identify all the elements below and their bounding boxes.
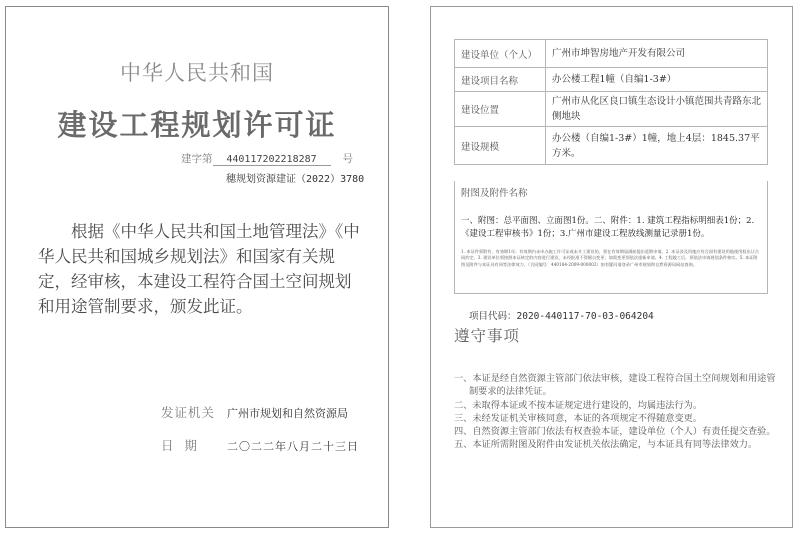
row-value: 广州市从化区良口镇生态设计小镇范围共青路东北侧地块 — [546, 92, 768, 127]
list-item: 五、本证所需附图及附件由发证机关依法确定，与本证具有同等法律效力。 — [454, 439, 758, 451]
fine-print: 1. 本证件须附有、有效期1年；有效期内未申办施工许可证或未开工建设的，须在有效期届满前提出延期申请。2. 本证涉及用地应符合国有建设用地使用权出让合同约定。3. 建设单位须按照本证核定的内容进行建设，未经批准不得擅自变更；如需变更须依法重新申请。4. 工程竣工后，须依法申请规划条件核实。5. 本证附图及附件与本证具有同等法律效力。（合同编号：440184-2009-000002）如有疑问请登录广州市规划和自然资源局网站查询。 — [461, 249, 760, 267]
row-label: 建设项目名称 — [455, 68, 546, 92]
project-info-table — [454, 39, 768, 165]
license-front-page — [5, 6, 389, 528]
certificate-number-row — [181, 151, 361, 166]
row-value: 办公楼（自编1-3#）1幢，地上4层：1845.37平方米。 — [546, 127, 768, 165]
notice-list — [454, 372, 776, 452]
row-value: 广州市坤智房地产开发有限公司 — [546, 40, 768, 68]
table-row — [455, 127, 768, 165]
row-label: 建设单位（个人） — [455, 40, 546, 68]
table-row — [455, 40, 768, 68]
attachments-label: 附图及附件名称 — [461, 188, 528, 199]
notice-title: 遵守事项 — [454, 327, 521, 345]
list-item: 三、未经发证机关审核同意，本证的各项规定不得随意变更。 — [454, 412, 703, 424]
project-code: 项目代码：2020-440117-70-03-064204 — [469, 311, 654, 322]
row-label: 建设位置 — [455, 92, 546, 127]
attachments-text: 一、附图：总平面图、立面图1份。二、附件：1. 建筑工程指标明细表1份；2.《建设工程审核书》1份；3.广州市建设工程放线测量记录册1份。 — [461, 216, 755, 239]
license-statement: 根据《中华人民共和国土地管理法》《中华人民共和国城乡规划法》和国家有关规定，经审核，本建设工程符合国土空间规划和用途管制要求，颁发此证。 — [38, 222, 360, 316]
certificate-number: 440117202218287 — [213, 154, 331, 166]
issue-date: 二〇二二年八月二十三日 — [227, 440, 359, 453]
attachments-section — [454, 181, 768, 294]
issuer-label: 发证机关 — [161, 405, 216, 420]
row-value: 办公楼工程1幢（自编1-3#） — [546, 68, 768, 92]
row-label: 建设规模 — [455, 127, 546, 165]
certificate-suffix: 号 — [342, 153, 353, 165]
certificate-prefix: 建字第 — [181, 153, 213, 165]
date-label: 日期 — [161, 438, 209, 453]
list-item: 一、本证是经自然资源主管部门依法审核，建设工程符合国土空间规划和用途管制要求的法律凭证。 — [454, 373, 776, 398]
issuer-value: 广州市规划和自然资源局 — [227, 407, 348, 420]
list-item: 四、自然资源主管部门依法有权查验本证，建设单位（个人）有责任提交查验。 — [454, 426, 776, 438]
table-row — [455, 68, 768, 92]
country-name: 中华人民共和国 — [120, 61, 274, 85]
license-details-page — [430, 6, 793, 528]
list-item: 二、未取得本证或不按本证规定进行建设的，均属违法行为。 — [454, 399, 703, 411]
reference-number: 穗规划资源建证（2022）3780 — [226, 174, 365, 185]
license-title: 建设工程规划许可证 — [57, 108, 337, 142]
table-row — [455, 92, 768, 127]
